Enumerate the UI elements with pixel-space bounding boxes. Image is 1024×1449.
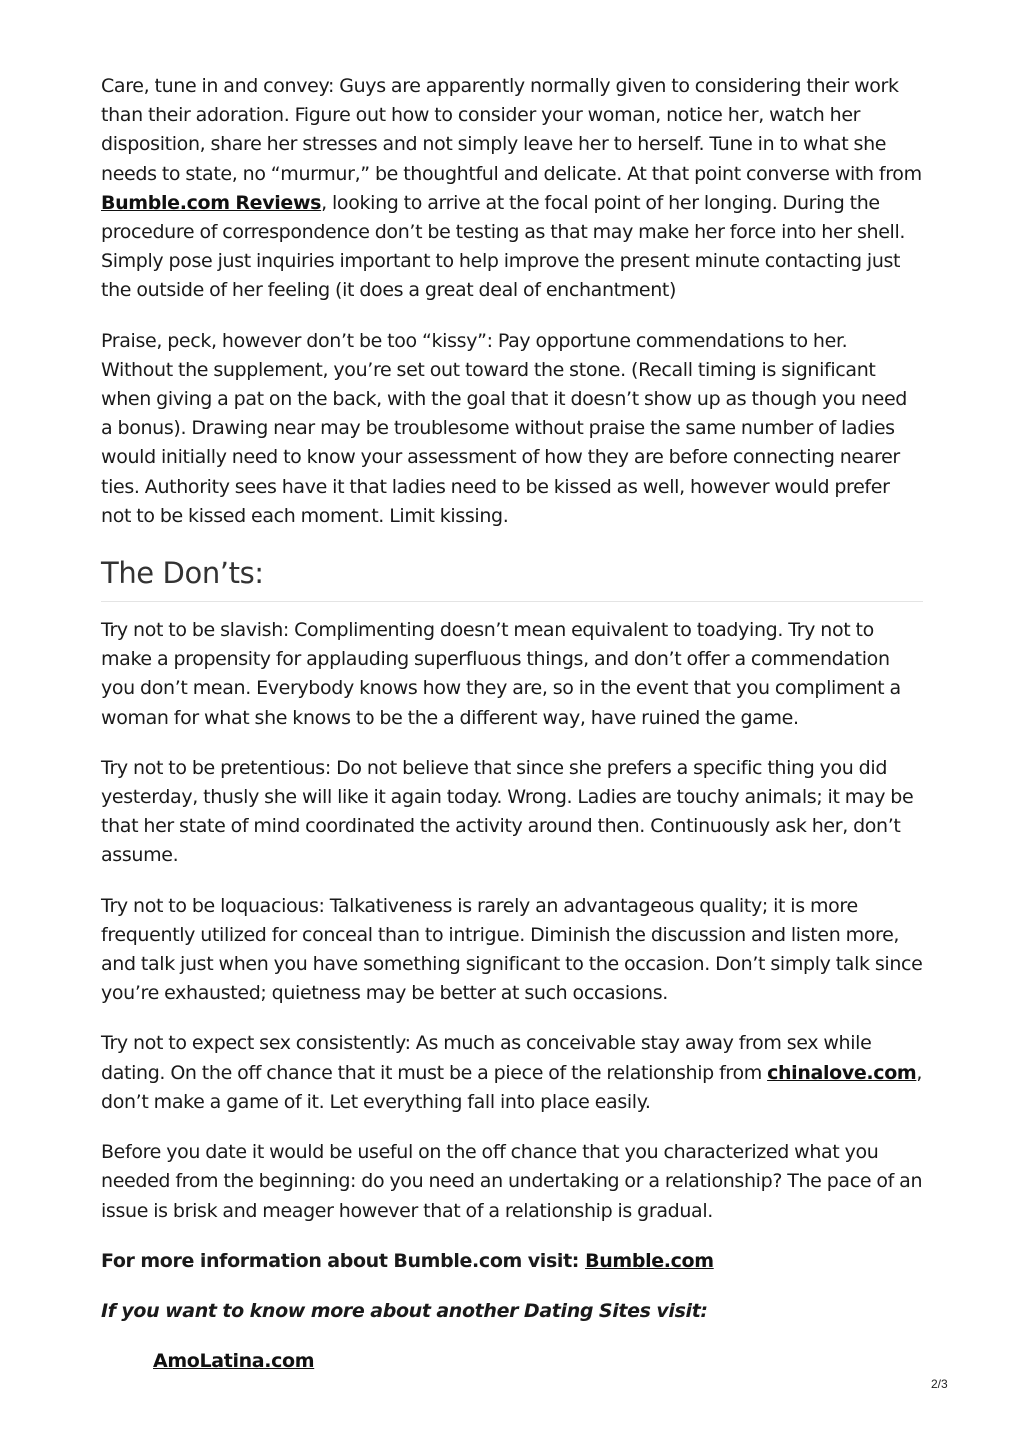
paragraph-sex-text-start: Try not to expect sex consistently: As much as conceivable stay away from sex while dating. On the off chance that it must be a piece of the relationship from (101, 1032, 872, 1084)
paragraph-slavish: Try not to be slavish: Complimenting doesn’t mean equivalent to toadying. Try not to make a propensity for applauding superfluous things, and don’t offer a commendation you don’t mean. Everybody knows how they are, so in the event that you compliment a woman for what she knows to be the a different way, have ruined the game. (101, 619, 901, 729)
amolatina-link[interactable]: AmoLatina.com (153, 1350, 315, 1373)
paragraph-before-date: Before you date it would be useful on the off chance that you characterized what you needed from the beginning: do you need an undertaking or a relationship? The pace of an issue is brisk and meager however that of a relationship is gradual. (101, 1141, 923, 1222)
paragraph-praise: Praise, peck, however don’t be too “kissy”: Pay opportune commendations to her. Without the supplement, you’re set out toward the stone. (Recall timing is significant when giving a pat on the back, with the goal that it doesn’t show up as though you need a bonus). Drawing near may be troublesome without praise the same number of ladies would initially need to know your assessment of how they are before connecting nearer ties. Authority sees have it that ladies need to be kissed as well, however would prefer not to be kissed each moment. Limit kissing. (101, 329, 907, 527)
paragraph-care-text-start: Care, tune in and convey: Guys are apparently normally given to considering their work than their adoration. Figure out how to consider your woman, notice her, watch her disposition, share her stresses and not simply leave her to herself. Tune in to what she needs to state, no “murmur,” be thoughtful and delicate. At that point converse with from (101, 75, 922, 185)
other-sites-line (101, 1347, 923, 1376)
more-info-line (101, 1247, 923, 1276)
section-heading-donts: The Don’ts: (101, 555, 923, 602)
paragraph-loquacious: Try not to be loquacious: Talkativeness is rarely an advantageous quality; it is more frequently utilized for conceal than to intrigue. Diminish the discussion and listen more, and talk just when you have something significant to the occasion. Don’t simply talk since you’re exhausted; quietness may be better at such occasions. (101, 894, 923, 1005)
paragraph-pretentious: Try not to be pretentious: Do not believe that since she prefers a specific thing you did yesterday, thusly she will like it again today. Wrong. Ladies are touchy animals; it may be that her state of mind coordinated the activity around then. Continuously ask her, don’t assume. (101, 756, 914, 867)
paragraph-care (101, 72, 923, 306)
paragraph-sex-text-end: , don’t make a game of it. Let everything fall into place easily. (101, 1061, 923, 1113)
bumble-link[interactable]: Bumble.com (585, 1249, 714, 1272)
paragraph-care-text-end: , looking to arrive at the focal point of her longing. During the procedure of correspondence don’t be testing as that may make her force into her shell. Simply pose just inquiries important to help improve the present minute contacting just the outside of her feeling (it does a great deal of enchantment) (101, 191, 906, 302)
page-number: 2/3 (931, 1377, 948, 1391)
bumble-reviews-link[interactable]: Bumble.com Reviews (101, 191, 322, 214)
other-sites-label: If you want to know more about another Dating Sites visit: (101, 1299, 708, 1322)
chinalove-link[interactable]: chinalove.com (767, 1061, 917, 1084)
more-info-label: For more information about Bumble.com visit: (101, 1249, 580, 1272)
paragraph-sex (101, 1029, 923, 1117)
document-body (101, 72, 923, 1376)
